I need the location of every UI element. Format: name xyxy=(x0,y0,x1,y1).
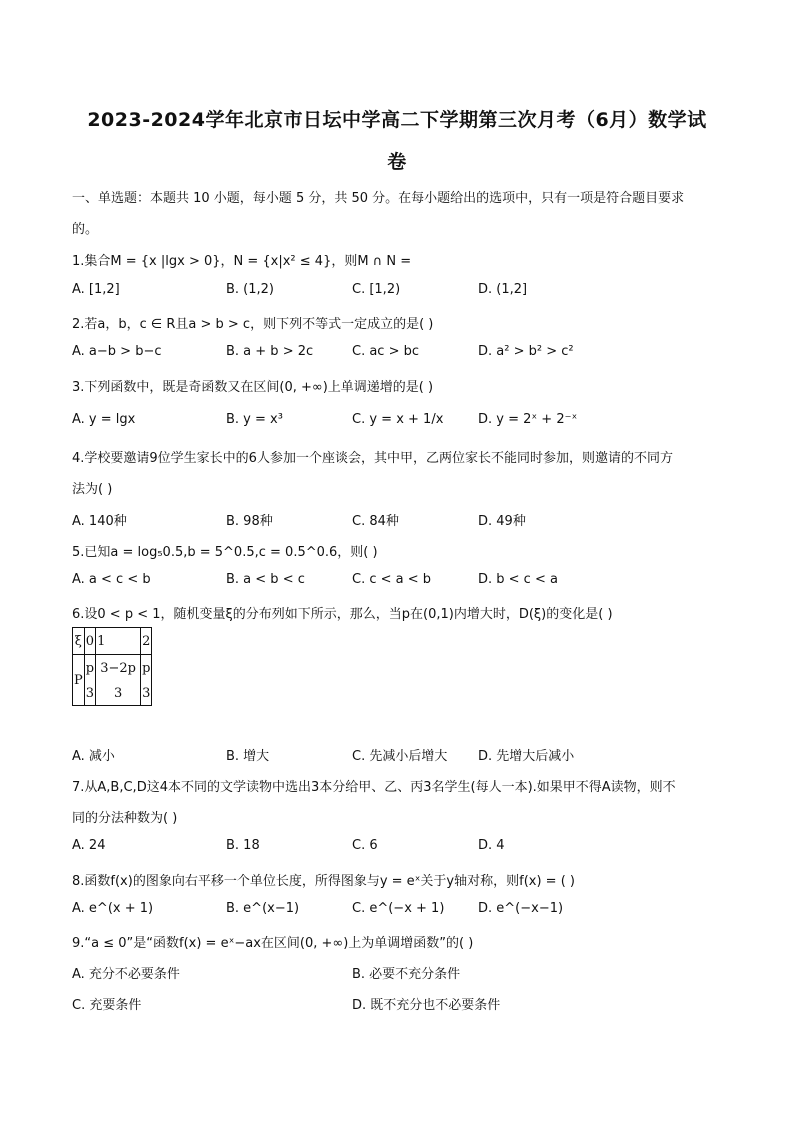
table-cell: 0 xyxy=(84,628,95,655)
question-5-option-d: D. b < c < a xyxy=(478,572,558,587)
question-4-option-b: B. 98种 xyxy=(226,514,273,529)
table-cell: 3−2p xyxy=(96,655,141,682)
question-4-option-c: C. 84种 xyxy=(352,514,399,529)
table-cell: 3 xyxy=(84,681,95,706)
question-8-stem: 8.函数f(x)的图象向右平移一个单位长度，所得图象与y = eˣ关于y轴对称，则f(x) = ( ) xyxy=(72,874,575,889)
question-9-option-c: C. 充要条件 xyxy=(72,998,142,1013)
question-3-option-a: A. y = lgx xyxy=(72,412,136,427)
question-6-option-a: A. 减小 xyxy=(72,749,115,764)
question-8-option-d: D. e^(−x−1) xyxy=(478,901,564,916)
question-7-option-c: C. 6 xyxy=(352,838,378,853)
table-row xyxy=(73,628,152,655)
question-9-option-b: B. 必要不充分条件 xyxy=(352,967,461,982)
table-cell: 3 xyxy=(141,681,152,706)
section-instructions-line1: 一、单选题：本题共 10 小题，每小题 5 分，共 50 分。在每小题给出的选项中，只有一项是符合题目要求 xyxy=(72,191,685,206)
table-cell: p xyxy=(141,655,152,682)
question-3-option-d: D. y = 2ˣ + 2⁻ˣ xyxy=(478,412,578,427)
question-1-option-c: C. [1,2) xyxy=(352,282,401,297)
question-6-option-d: D. 先增大后减小 xyxy=(478,749,575,764)
table-cell: ξ xyxy=(73,628,85,655)
question-5-stem: 5.已知a = log₅0.5,b = 5^0.5,c = 0.5^0.6，则( ) xyxy=(72,545,378,560)
question-9-option-d: D. 既不充分也不必要条件 xyxy=(352,998,501,1013)
question-9-option-a: A. 充分不必要条件 xyxy=(72,967,180,982)
question-7-stem-line1: 7.从A,B,C,D这4本不同的文学读物中选出3本分给甲、乙、丙3名学生(每人一本).如果甲不得A读物，则不 xyxy=(72,780,676,795)
question-6-stem: 6.设0 < p < 1，随机变量ξ的分布列如下所示，那么，当p在(0,1)内增大时，D(ξ)的变化是( ) xyxy=(72,607,613,622)
question-7-stem-line2: 同的分法种数为( ) xyxy=(72,811,178,826)
question-8-option-c: C. e^(−x + 1) xyxy=(352,901,445,916)
table-row xyxy=(73,655,152,682)
question-2-option-c: C. ac > bc xyxy=(352,344,420,359)
question-5-option-b: B. a < b < c xyxy=(226,572,305,587)
question-2-option-d: D. a² > b² > c² xyxy=(478,344,574,359)
question-2-option-a: A. a−b > b−c xyxy=(72,344,162,359)
question-4-option-d: D. 49种 xyxy=(478,514,526,529)
question-1-stem: 1.集合M = {x |lgx > 0}，N = {x|x² ≤ 4}，则M ∩ N = xyxy=(72,254,412,269)
question-7-option-a: A. 24 xyxy=(72,838,106,853)
question-8-option-a: A. e^(x + 1) xyxy=(72,901,154,916)
question-4-stem-line1: 4.学校要邀请9位学生家长中的6人参加一个座谈会，其中甲，乙两位家长不能同时参加，则邀请的不同方 xyxy=(72,451,673,466)
question-5-option-c: C. c < a < b xyxy=(352,572,432,587)
question-7-option-d: D. 4 xyxy=(478,838,505,853)
question-4-option-a: A. 140种 xyxy=(72,514,127,529)
table-cell: P xyxy=(73,655,85,706)
table-cell: 1 xyxy=(96,628,141,655)
question-1-option-b: B. (1,2) xyxy=(226,282,275,297)
question-3-option-c: C. y = x + 1/x xyxy=(352,412,444,427)
question-9-stem: 9.“a ≤ 0”是“函数f(x) = eˣ−ax在区间(0, +∞)上为单调增函数”的( ) xyxy=(72,936,474,951)
table-cell: 3 xyxy=(96,681,141,706)
question-2-option-b: B. a + b > 2c xyxy=(226,344,314,359)
question-8-option-b: B. e^(x−1) xyxy=(226,901,300,916)
page-title-line2: 卷 xyxy=(387,151,407,173)
page-title-line1: 2023-2024学年北京市日坛中学高二下学期第三次月考（6月）数学试 xyxy=(87,109,707,131)
table-cell: p xyxy=(84,655,95,682)
table-cell: 2 xyxy=(141,628,152,655)
question-6-option-b: B. 增大 xyxy=(226,749,270,764)
question-4-stem-line2: 法为( ) xyxy=(72,482,113,497)
table-row xyxy=(73,681,152,706)
question-7-option-b: B. 18 xyxy=(226,838,260,853)
question-1-option-d: D. (1,2] xyxy=(478,282,528,297)
question-1-option-a: A. [1,2] xyxy=(72,282,120,297)
distribution-table xyxy=(72,627,152,706)
question-3-option-b: B. y = x³ xyxy=(226,412,283,427)
question-3-stem: 3.下列函数中，既是奇函数又在区间(0, +∞)上单调递增的是( ) xyxy=(72,380,434,395)
question-2-stem: 2.若a，b，c ∈ R且a > b > c，则下列不等式一定成立的是( ) xyxy=(72,317,434,332)
question-6-option-c: C. 先减小后增大 xyxy=(352,749,448,764)
question-5-option-a: A. a < c < b xyxy=(72,572,151,587)
section-instructions-line2: 的。 xyxy=(72,222,99,237)
